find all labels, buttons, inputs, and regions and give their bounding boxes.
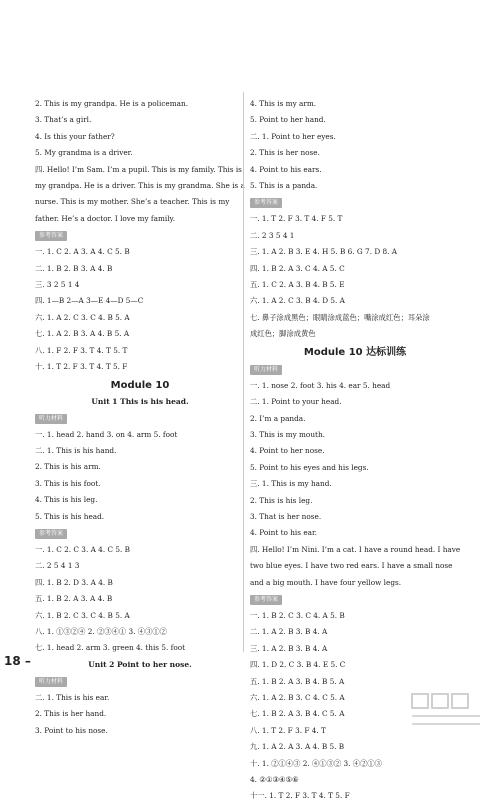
text-line: 七. 1. head 2. arm 3. green 4. this 5. foot (35, 643, 186, 653)
text-line: 4. Point to his ear. (250, 528, 317, 538)
text-line: 3. This is his foot. (35, 478, 101, 488)
text-line: 3. That is her nose. (250, 511, 322, 521)
text-line: 一. 1. C 2. A 3. A 4. C 5. B (35, 247, 130, 257)
text-line: 2. I’m a panda. (250, 413, 306, 423)
text-line: two blue eyes. I have two red ears. I have a small nose (250, 561, 453, 571)
text-line: 3. This is my mouth. (250, 429, 325, 439)
section-tag: 参考答案 (35, 231, 67, 241)
section-tag: 参考答案 (250, 595, 282, 605)
section-tag: 听力材料 (250, 365, 282, 375)
text-line: 一. 1. T 2. F 3. T 4. F 5. T (250, 214, 343, 224)
text-line: 四. 1. B 2. D 3. A 4. B (35, 577, 113, 587)
text-line: 六. 1. A 2. B 3. C 4. C 5. A (250, 693, 345, 702)
section-tag-row (250, 591, 460, 608)
text-line: 4. Point to her nose. (250, 446, 325, 456)
text-line: 九. 1. A 2. A 3. A 4. B 5. B (250, 742, 345, 752)
text-line: 五. 1. C 2. A 3. B 4. B 5. E (250, 280, 345, 290)
section-tag: 听力材料 (35, 414, 67, 424)
unit-heading: Unit 1 This is his head. (91, 396, 189, 406)
text-line: 5. My grandma is a driver. (35, 148, 133, 158)
text-line: 成红色；脚涂成黄色 (250, 329, 316, 339)
text-line: 二. 1. This is his ear. (35, 692, 110, 702)
text-line: 二. 1. Point to your head. (250, 397, 342, 407)
text-line: 二. 2 3 5 4 1 (250, 230, 295, 240)
text-line: 六. 1. A 2. C 3. B 4. D 5. A (250, 296, 345, 306)
text-line: 七. 鼻子涂成黑色；眼睛涂成蓝色；嘴涂成红色；耳朵涂 (250, 312, 430, 322)
text-line: 5. Point to his eyes and his legs. (250, 462, 369, 472)
text-line: 十. 1. T 2. F 3. T 4. T 5. F (35, 362, 128, 372)
text-line: 五. 1. B 2. A 3. A 4. B (35, 594, 113, 604)
text-line: 5. This is a panda. (250, 181, 318, 191)
text-line: 七. 1. A 2. B 3. A 4. B 5. A (35, 329, 130, 339)
text-line: 五. 1. B 2. A 3. B 4. B 5. A (250, 676, 345, 686)
text-line: 一. 1. B 2. C 3. C 4. A 5. B (250, 610, 345, 620)
text-line: 八. 1. T 2. F 3. F 4. T (250, 725, 326, 735)
section-tag-row (35, 227, 245, 244)
text-line: 四. Hello! I’m Nini. I’m a cat. I have a round head. I have (250, 544, 460, 554)
module-heading: Module 10 达标训练 (303, 346, 407, 358)
section-tag: 参考答案 (35, 529, 67, 539)
text-line: 二. 2 5 4 1 3 (35, 561, 80, 571)
text-line: 七. 1. B 2. A 3. B 4. C 5. A (250, 709, 345, 719)
section-tag-row (35, 673, 245, 690)
text-line: 八. 1. F 2. F 3. T 4. T 5. T (35, 345, 128, 355)
left-column (35, 96, 245, 739)
section-tag-row (35, 410, 245, 427)
text-line: 四. 1—B 2—A 3—E 4—D 5—C (35, 296, 144, 306)
text-line: 2. This is her nose. (250, 148, 320, 158)
text-line: 2. This is her hand. (35, 709, 107, 719)
text-line: 一. 1. head 2. hand 3. on 4. arm 5. foot (35, 429, 178, 439)
text-line: 一. 1. nose 2. foot 3. his 4. ear 5. head (250, 380, 391, 390)
text-line: 三. 3 2 5 1 4 (35, 280, 80, 290)
text-line: 4. Is this your father? (35, 131, 115, 141)
text-line: 3. Point to his nose. (35, 725, 108, 735)
text-line: 5. Point to her hand. (250, 115, 326, 125)
text-line: 三. 1. A 2. B 3. E 4. H 5. B 6. G 7. D 8. A (250, 247, 398, 257)
text-line: 四. Hello! I’m Sam. I’m a pupil. This is my family. This is (35, 164, 242, 174)
text-line: 二. 1. Point to her eyes. (250, 131, 336, 141)
text-line: 2. This is his arm. (35, 462, 101, 472)
column-divider (243, 92, 244, 652)
text-line: 四. 1. D 2. C 3. B 4. E 5. C (250, 660, 346, 670)
text-line: 5. This is his head. (35, 511, 105, 521)
watermark-logo-icon (410, 692, 482, 728)
text-line: 一. 1. C 2. C 3. A 4. C 5. B (35, 544, 131, 554)
section-tag-row (35, 525, 245, 542)
text-line: 三. 1. A 2. B 3. B 4. A (250, 643, 328, 653)
text-line: my grandpa. He is a driver. This is my grandma. She is a (35, 181, 245, 191)
module-heading: Module 10 (110, 379, 170, 391)
text-line: 2. This is his leg. (250, 495, 313, 505)
text-line: 3. That’s a girl. (35, 115, 92, 125)
text-line: 二. 1. A 2. B 3. B 4. A (250, 627, 328, 637)
text-line: 三. 1. This is my hand. (250, 479, 332, 489)
text-line: 4. ②①③④⑤⑥ (250, 775, 299, 785)
text-line: father. He’s a doctor. I love my family. (35, 213, 176, 223)
text-line: 4. This is his leg. (35, 495, 98, 505)
text-line: 八. 1. ①③②④ 2. ②③④① 3. ④③①② (35, 626, 167, 636)
text-line: and a big mouth. I have four yellow legs. (250, 577, 402, 587)
text-line: 六. 1. A 2. C 3. C 4. B 5. A (35, 312, 130, 322)
section-tag: 参考答案 (250, 198, 282, 208)
text-line: 十一. 1. T 2. F 3. T 4. T 5. F (250, 791, 350, 801)
text-line: 六. 1. B 2. C 3. C 4. B 5. A (35, 610, 130, 620)
text-line: 4. This is my arm. (250, 99, 317, 108)
section-tag-row (250, 194, 460, 211)
text-line: 四. 1. B 2. A 3. C 4. A 5. C (250, 263, 345, 273)
page-number: 18 – (4, 654, 31, 668)
text-line: 二. 1. B 2. B 3. A 4. B (35, 263, 113, 273)
section-tag-row (250, 361, 460, 378)
unit-heading: Unit 2 Point to her nose. (88, 659, 192, 669)
text-line: 2. This is my grandpa. He is a policeman. (35, 99, 189, 108)
section-tag: 听力材料 (35, 677, 67, 687)
text-line: 二. 1. This is his hand. (35, 445, 117, 455)
page-number-text: 18 (4, 654, 21, 668)
text-line: nurse. This is my mother. She’s a teacher. This is my (35, 197, 230, 207)
text-line: 十. 1. ②①④③ 2. ④①③② 3. ④②①③ (250, 758, 382, 768)
text-line: 4. Point to his ears. (250, 164, 322, 174)
